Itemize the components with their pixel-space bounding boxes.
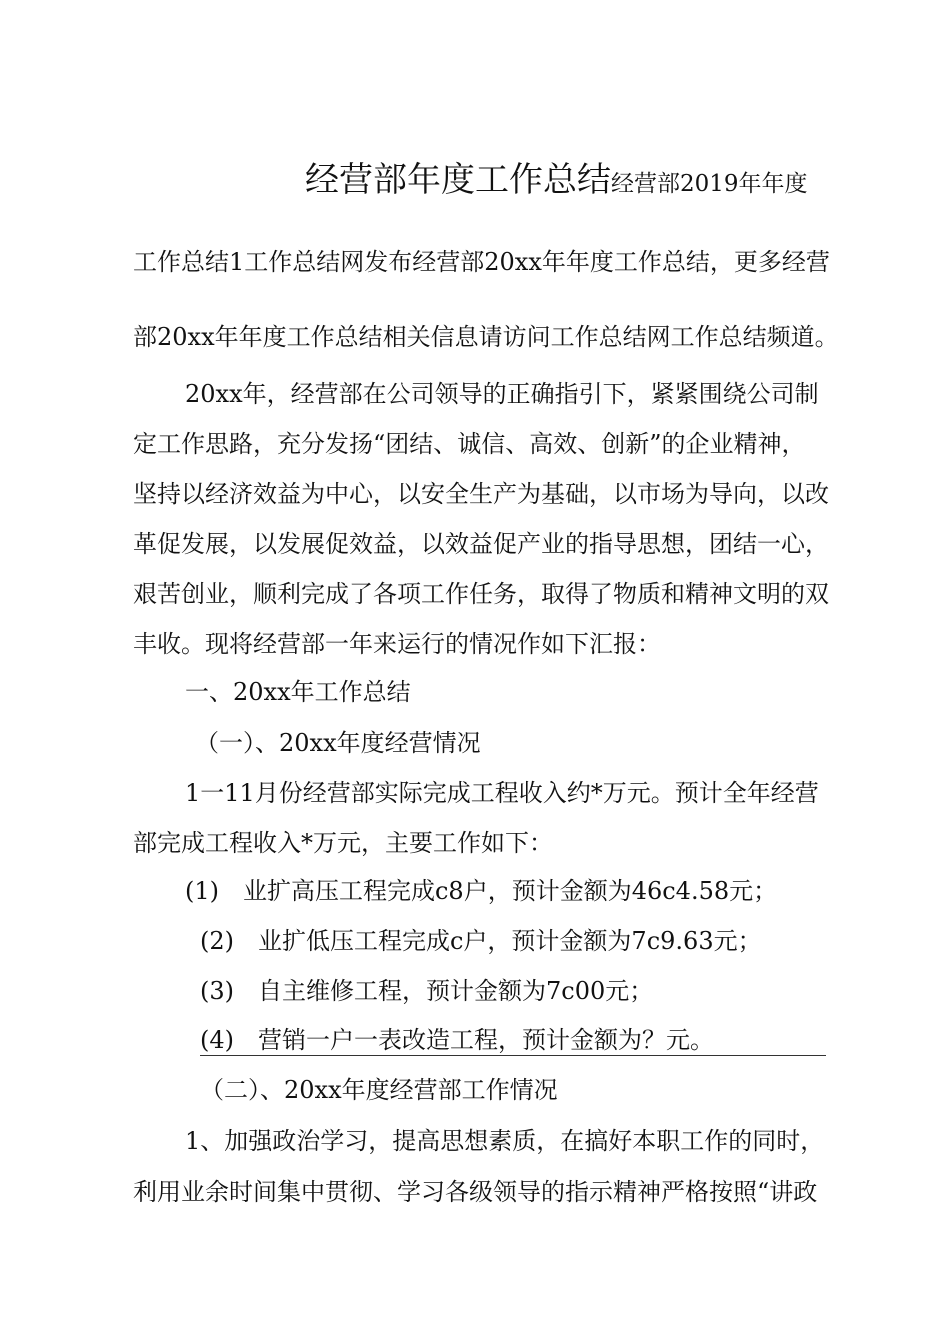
list-item: (4) 营销一户一表改造工程，预计金额为？元。 — [200, 1026, 714, 1054]
paragraph-line: 工作总结1工作总结网发布经营部20xx年年度工作总结，更多经营 — [133, 248, 830, 276]
horizontal-rule — [200, 1055, 826, 1056]
paragraph-line: 丰收。现将经营部一年来运行的情况作如下汇报： — [133, 630, 661, 658]
paragraph-line: 部20xx年年度工作总结相关信息请访问工作总结网工作总结频道。 — [133, 323, 839, 351]
title-main: 经营部年度工作总结 — [305, 160, 611, 200]
paragraph-line: 1一11月份经营部实际完成工程收入约*万元。预计全年经营 — [185, 779, 819, 807]
subsection-heading: （一）、20xx年度经营情况 — [195, 729, 481, 757]
paragraph-line: 20xx年，经营部在公司领导的正确指引下，紧紧围绕公司制 — [185, 380, 819, 408]
list-item: (3) 自主维修工程，预计金额为7c00元； — [200, 977, 654, 1005]
paragraph-line: 坚持以经济效益为中心，以安全生产为基础，以市场为导向，以改 — [133, 480, 829, 508]
paragraph-line: 1、加强政治学习，提高思想素质，在搞好本职工作的同时， — [185, 1127, 825, 1155]
list-item: (2) 业扩低压工程完成c户，预计金额为7c9.63元； — [200, 927, 762, 955]
list-item: (1) 业扩高压工程完成c8户，预计金额为46c4.58元； — [185, 877, 778, 905]
paragraph-line: 革促发展，以发展促效益，以效益促产业的指导思想，团结一心， — [133, 530, 829, 558]
paragraph-line: 部完成工程收入*万元，主要工作如下： — [133, 829, 553, 857]
section-heading: 一、20xx年工作总结 — [185, 678, 411, 706]
paragraph-line: 利用业余时间集中贯彻、学习各级领导的指示精神严格按照“讲政 — [133, 1178, 818, 1206]
document-title — [305, 158, 808, 206]
paragraph-line: 定工作思路，充分发扬“团结、诚信、高效、创新”的企业精神， — [133, 430, 806, 458]
subsection-heading: （二）、20xx年度经营部工作情况 — [200, 1076, 558, 1104]
title-tail: 经营部2019年年度 — [611, 171, 808, 197]
paragraph-line: 艰苦创业，顺利完成了各项工作任务，取得了物质和精神文明的双 — [133, 580, 829, 608]
